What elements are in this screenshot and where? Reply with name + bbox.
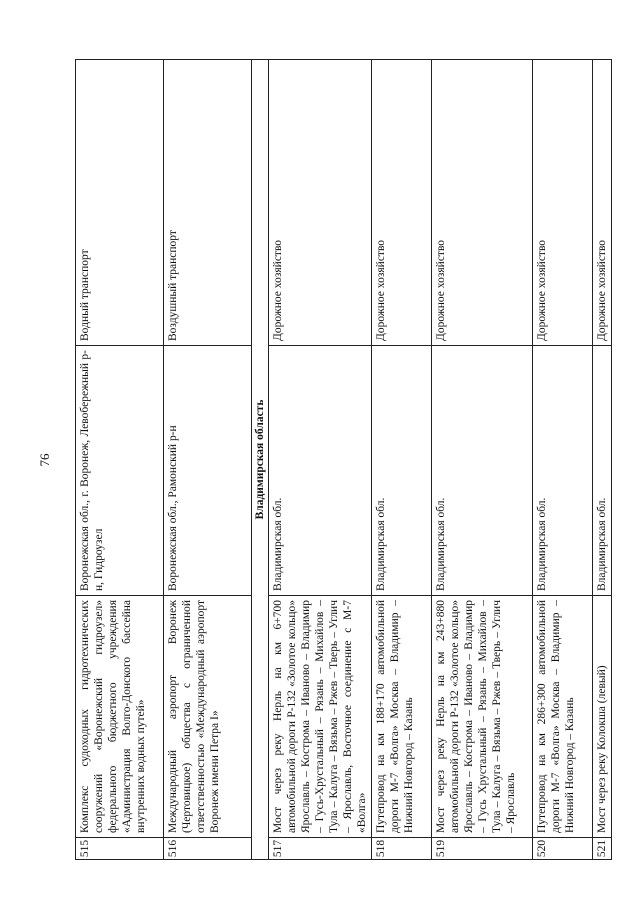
object-sector: Дорожное хозяйство (432, 60, 533, 346)
page-number: 76 (37, 453, 52, 467)
object-name: Мост через реку Нерль на км 243+880 автомобильной дороги Р-132 «Золотое кольцо» Ярославль – Кострома – Иваново – Владимир – Гусь Хрустальный – Рязань – Михайлов – Тула – Калуга – Вязьма – Ржев – Тверь – Углич – Ярославль (432, 596, 533, 838)
row-number: 517 (269, 838, 372, 860)
object-sector: Дорожное хозяйство (533, 60, 593, 346)
table-row (164, 60, 252, 860)
object-location: Владимирская обл. (533, 346, 593, 596)
table-row (372, 60, 432, 860)
region-header-row (252, 60, 269, 860)
object-name: Путепровод на км 188+170 автомобильной дороги М-7 «Волга» Москва – Владимир – Нижний Новгород – Казань (372, 596, 432, 838)
row-number: 519 (432, 838, 533, 860)
object-location: Владимирская обл. (432, 346, 533, 596)
object-sector: Дорожное хозяйство (593, 60, 612, 346)
table-row (269, 60, 372, 860)
row-number: 521 (593, 838, 612, 860)
table-row (533, 60, 593, 860)
table-row (593, 60, 612, 860)
table-row (432, 60, 533, 860)
table-row (76, 60, 164, 860)
row-number: 520 (533, 838, 593, 860)
object-location: Владимирская обл. (593, 346, 612, 596)
object-sector: Дорожное хозяйство (372, 60, 432, 346)
row-number: 516 (164, 838, 252, 860)
object-name: Мост через реку Колокша (левый) (593, 596, 612, 838)
rotated-page-content (37, 60, 608, 860)
object-sector: Дорожное хозяйство (269, 60, 372, 346)
object-name: Путепровод на км 286+300 автомобильной дороги М-7 «Волга» Москва – Владимир – Нижний Новгород – Казань (533, 596, 593, 838)
objects-table (75, 59, 612, 860)
object-location: Воронежская обл., г. Воронеж, Левобережный р-н, Гидроузел (76, 346, 164, 596)
object-name: Комплекс судоходных гидротехнических сооружений «Воронежский гидроузел» федерального бюджетного учреждения «Администрация Волго-Донского бассейна внутренних водных путей» (76, 596, 164, 838)
object-name: Мост через реку Нерль на км 6+700 автомобильной дороги Р-132 «Золотое кольцо» Ярославль – Кострома – Иваново – Владимир – Гусь-Хрустальный – Рязань – Михайлов – Тула – Калуга – Вязьма – Ржев – Тверь – Углич – Ярославль, Восточное соединение с М-7 «Волга» (269, 596, 372, 838)
object-location: Владимирская обл. (372, 346, 432, 596)
object-sector: Водный транспорт (76, 60, 164, 346)
row-number: 518 (372, 838, 432, 860)
object-location: Владимирская обл. (269, 346, 372, 596)
object-location: Воронежская обл., Рамонский р-н (164, 346, 252, 596)
region-header: Владимирская область (252, 60, 269, 860)
object-name: Международный аэропорт Воронеж (Чертовицкое) общества с ограниченной ответственностью «Международный аэропорт Воронеж имени Петра I» (164, 596, 252, 838)
row-number: 515 (76, 838, 164, 860)
object-sector: Воздушный транспорт (164, 60, 252, 346)
